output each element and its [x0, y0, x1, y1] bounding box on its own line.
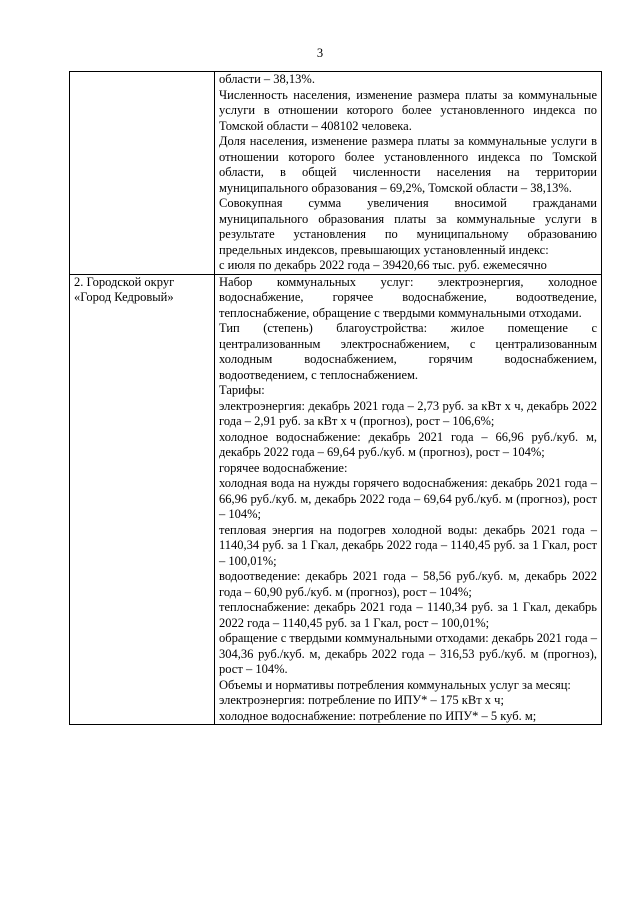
- table-row: [70, 72, 602, 275]
- paragraph: Численность населения, изменение размера платы за коммунальные услуги в отношении которого более установленного индекса по Томской области – 408102 человека.: [219, 87, 597, 133]
- paragraph: Тип (степень) благоустройства: жилое помещение с централизованным электроснабжением, с централизованным холодным водоснабжением, горячим водоснабжением, водоотведением, с теплоснабжением.: [219, 321, 597, 382]
- municipality-cell: [70, 274, 215, 725]
- details-cell: [215, 72, 602, 275]
- paragraph: горячее водоснабжение:: [219, 460, 348, 475]
- paragraph: обращение с твердыми коммунальными отходами: декабрь 2021 года – 304,36 руб./куб. м, декабрь 2022 года – 316,53 руб./куб. м (прогноз), рост – 104%.: [219, 631, 597, 676]
- table-row: [70, 274, 602, 725]
- paragraph: с июля по декабрь 2022 года – 39420,66 тыс. руб. ежемесячно: [219, 258, 547, 272]
- paragraph: электроэнергия: потребление по ИПУ* – 175 кВт х ч;: [219, 693, 504, 707]
- paragraph: Объемы и нормативы потребления коммунальных услуг за месяц:: [219, 677, 571, 692]
- paragraph: электроэнергия: декабрь 2021 года – 2,73 руб. за кВт х ч, декабрь 2022 года – 2,91 руб. за кВт х ч (прогноз), рост – 106,6%;: [219, 398, 597, 428]
- paragraph: области – 38,13%.: [219, 72, 315, 86]
- page-number: 3: [316, 46, 324, 60]
- municipality-name: 2. Городской округ «Город Кедровый»: [74, 274, 175, 304]
- tariff-table: [69, 71, 602, 725]
- paragraph: холодное водоснабжение: декабрь 2021 года – 66,96 руб./куб. м, декабрь 2022 года – 69,64 руб./куб. м (прогноз), рост – 104%;: [219, 429, 597, 459]
- paragraph: Доля населения, изменение размера платы за коммунальные услуги в отношении которого более установленного индекса по Томской области, в общей численности населения на территории муниципального образования – 69,2%, Томской области – 38,13%.: [219, 134, 597, 195]
- paragraph: холодное водоснабжение: потребление по ИПУ* – 5 куб. м;: [219, 708, 537, 723]
- paragraph: водоотведение: декабрь 2021 года – 58,56 руб./куб. м, декабрь 2022 года – 60,90 руб./куб. м (прогноз), рост – 104%;: [219, 569, 597, 599]
- paragraph: теплоснабжение: декабрь 2021 года – 1140,34 руб. за 1 Гкал, декабрь 2022 года – 1140,45 руб. за 1 Гкал, рост – 100,01%;: [219, 600, 597, 630]
- paragraph: Совокупная сумма увеличения вносимой гражданами муниципального образования платы за коммунальные услуги в результате установления по муниципальному образованию предельных индексов, превышающих установленный индекс:: [219, 196, 597, 257]
- paragraph: Тарифы:: [219, 383, 265, 397]
- paragraph: тепловая энергия на подогрев холодной воды: декабрь 2021 года – 1140,34 руб. за 1 Гкал, декабрь 2022 года – 1140,45 руб. за 1 Гкал, рост – 100,01%;: [219, 522, 597, 568]
- municipality-cell: [70, 72, 215, 275]
- paragraph: холодная вода на нужды горячего водоснабжения: декабрь 2021 года – 66,96 руб./куб. м, декабрь 2022 года – 69,64 руб./куб. м (прогноз), рост – 104%;: [219, 476, 597, 521]
- paragraph: Набор коммунальных услуг: электроэнергия, холодное водоснабжение, горячее водоснабжение, водоотведение, теплоснабжение, обращение с твердыми коммунальными отходами.: [219, 274, 597, 320]
- details-cell: [215, 274, 602, 725]
